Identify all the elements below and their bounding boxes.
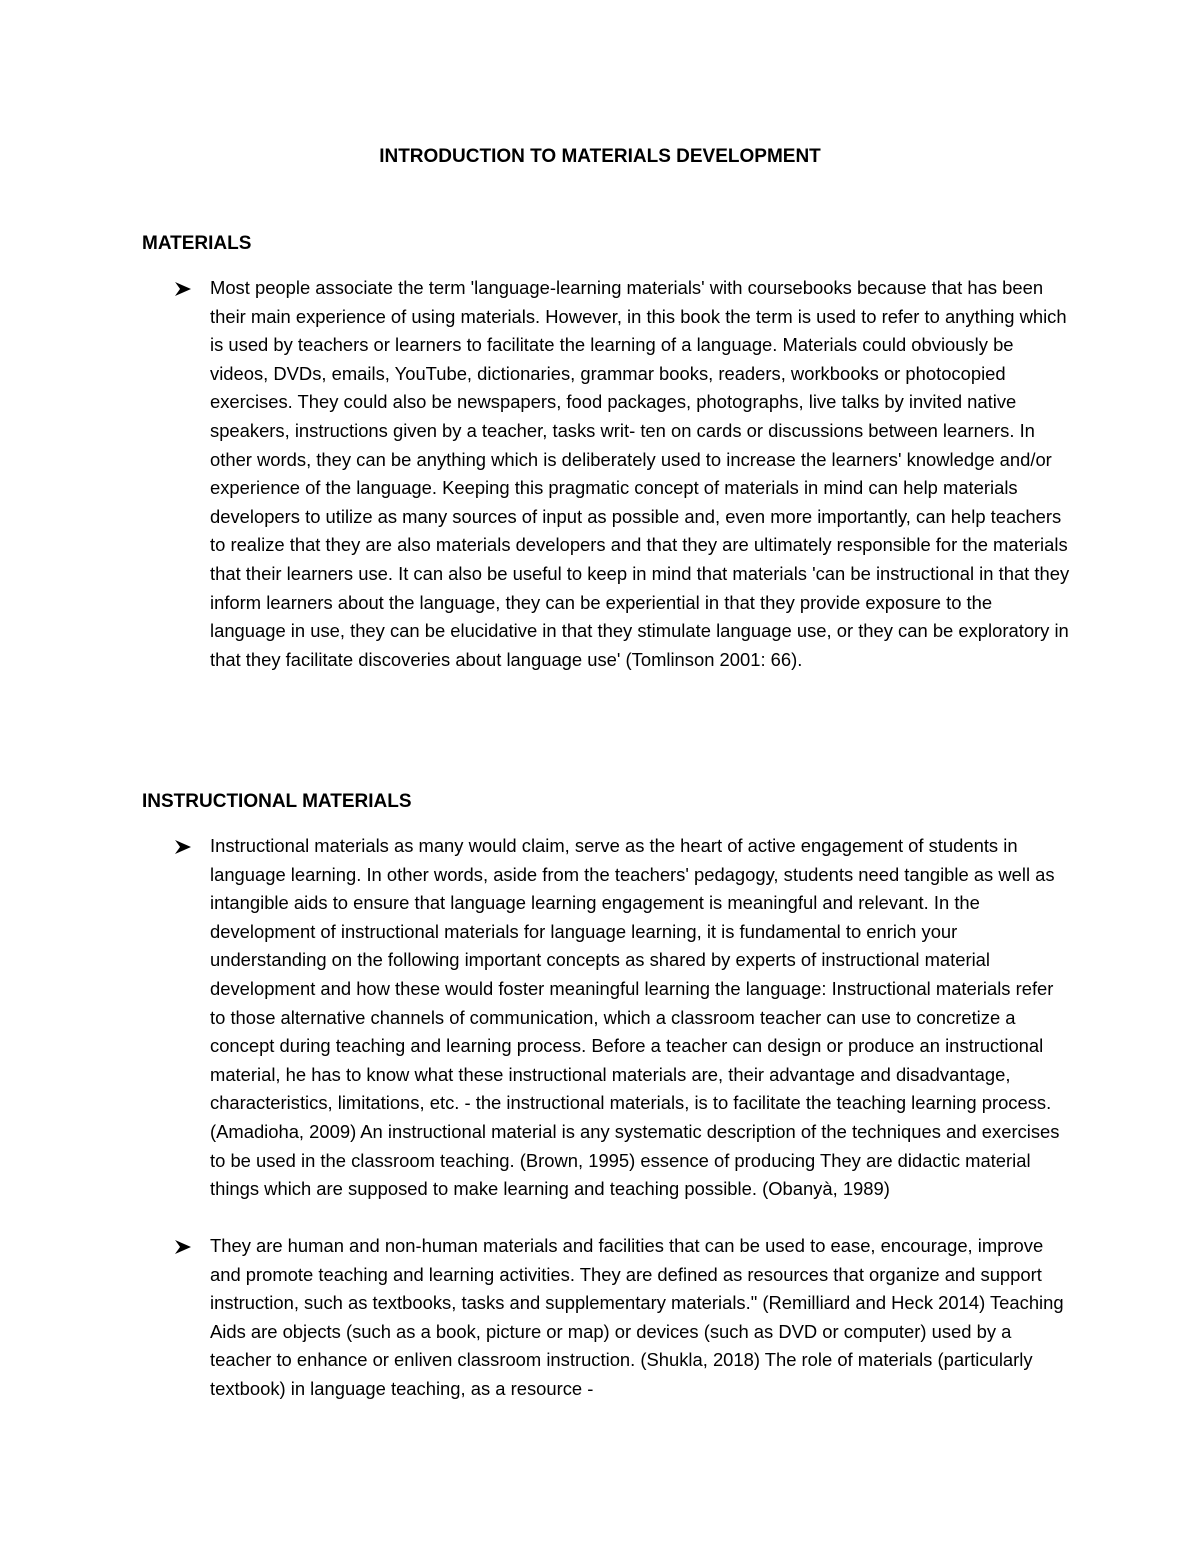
list-item	[142, 1232, 1072, 1404]
arrowhead-bullet-icon	[142, 832, 210, 861]
section-heading-instructional-materials: INSTRUCTIONAL MATERIALS	[142, 791, 412, 812]
paragraph-instructional-materials: Instructional materials as many would claim, serve as the heart of active engagement of students in language learning. In other words, aside from the teachers' pedagogy, students need tangible as well as intangible aids to ensure that language learning engagement is meaningful and relevant. In the development of instructional materials for language learning, it is fundamental to enrich your understanding on the following important concepts as shared by experts of instructional material development and how these would foster meaningful learning the language: Instructional materials refer to those alternative channels of communication, which a classroom teacher can use to concretize a concept during teaching and learning process. Before a teacher can design or produce an instructional material, he has to know what these instructional materials are, their advantage and disadvantage, characteristics, limitations, etc. - the instructional materials, is to facilitate the teaching learning process. (Amadioha, 2009) An instructional material is any systematic description of the techniques and exercises to be used in the classroom teaching. (Brown, 1995) essence of producing They are didactic material things which are supposed to make learning and teaching possible. (Obanyà, 1989)	[210, 835, 1060, 1200]
arrowhead-bullet-icon	[142, 1232, 210, 1261]
list-item	[142, 274, 1072, 674]
paragraph-teaching-aids: They are human and non-human materials and facilities that can be used to ease, encourage, improve and promote teaching and learning activities. They are defined as resources that organize and support instruction, such as textbooks, tasks and supplementary materials." (Remilliard and Heck 2014) Teaching Aids are objects (such as a book, picture or map) or devices (such as DVD or computer) used by a teacher to enhance or enliven classroom instruction. (Shukla, 2018) The role of materials (particularly textbook) in language teaching, as a resource -	[210, 1235, 1064, 1399]
paragraph-materials-definition: Most people associate the term 'language-learning materials' with coursebooks because that has been their main experience of using materials. However, in this book the term is used to refer to anything which is used by teachers or learners to facilitate the learning of a language. Materials could obviously be videos, DVDs, emails, YouTube, dictionaries, grammar books, readers, workbooks or photocopied exercises. They could also be newspapers, food packages, photographs, live talks by invited native speakers, instructions given by a teacher, tasks writ- ten on cards or discussions between learners. In other words, they can be anything which is deliberately used to increase the learners' knowledge and/or experience of the language. Keeping this pragmatic concept of materials in mind can help materials developers to utilize as many sources of input as possible and, even more importantly, can help teachers to realize that they are also materials developers and that they are ultimately responsible for the materials that their learners use. It can also be useful to keep in mind that materials 'can be instructional in that they inform learners about the language, they can be experiential in that they provide exposure to the language in use, they can be elucidative in that they stimulate language use, or they can be exploratory in that they facilitate discoveries about language use' (Tomlinson 2001: 66).	[210, 277, 1070, 670]
arrowhead-bullet-icon	[142, 274, 210, 303]
document-title: INTRODUCTION TO MATERIALS DEVELOPMENT	[379, 146, 821, 167]
list-item	[142, 832, 1072, 1204]
section-heading-materials: MATERIALS	[142, 233, 252, 254]
